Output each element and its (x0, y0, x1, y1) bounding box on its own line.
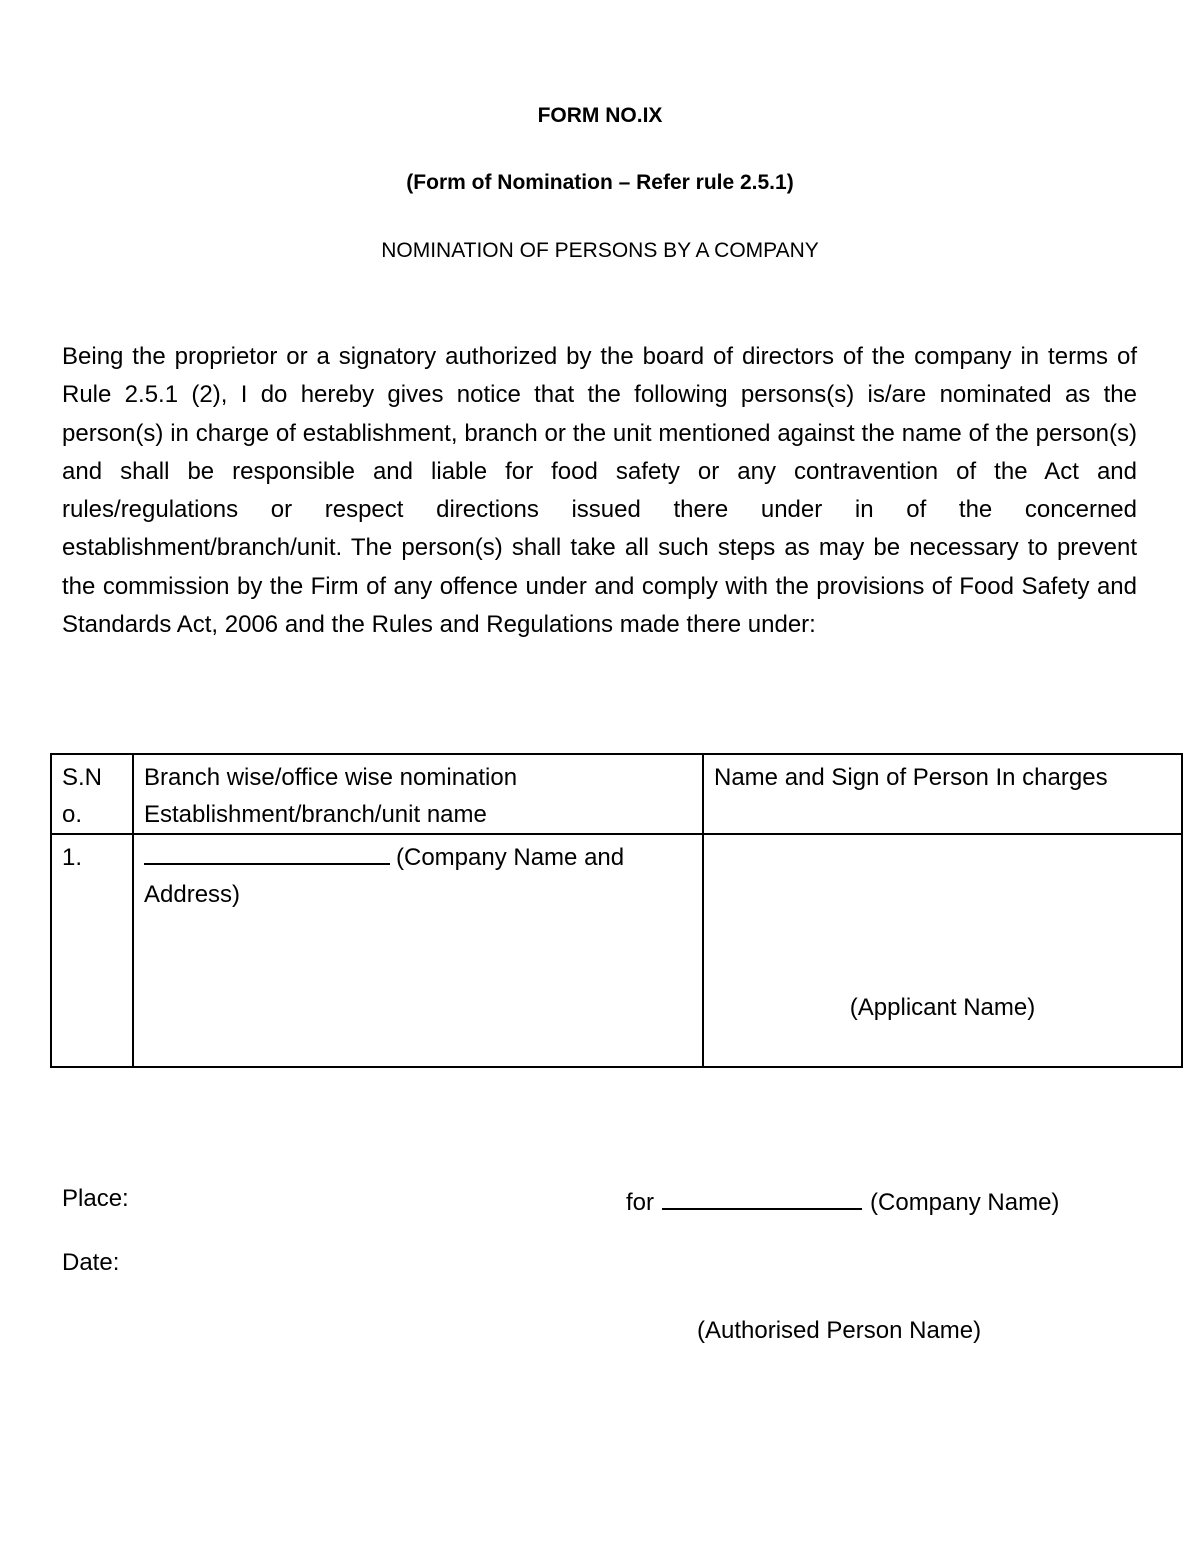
nomination-paragraph: Being the proprietor or a signatory authorized by the board of directors of the company in terms of Rule 2.5.1 (2), I do hereby gives notice that the following persons(s) is/are nominated as the person(s) in charge of establishment, branch or the unit mentioned against the name of the person(s) and shall be responsible and liable for food safety or any contravention of the Act and rules/regulations or respect directions issued there under in of the concerned establishment/branch/unit. The person(s) shall take all such steps as may be necessary to prevent the commission by the Firm of any offence under and comply with the provisions of Food Safety and Standards Act, 2006 and the Rules and Regulations made there under: (62, 343, 1137, 639)
nomination-table (50, 753, 1183, 1068)
row-person-cell[interactable] (703, 834, 1182, 1067)
form-number-title: FORM NO.IX (537, 104, 663, 127)
company-name-signature-blank[interactable] (662, 1184, 862, 1210)
for-label: for (626, 1189, 655, 1216)
form-heading: NOMINATION OF PERSONS BY A COMPANY (381, 239, 819, 262)
for-company-line (626, 1184, 1059, 1218)
place-label: Place: (62, 1185, 129, 1212)
row-sno-cell (51, 834, 133, 1067)
form-subtitle: (Form of Nomination – Refer rule 2.5.1) (406, 171, 794, 194)
row-sno: 1. (62, 844, 83, 871)
company-name-label: (Company Name) (870, 1189, 1060, 1216)
row-branch-suffix: (Company Name and Address) (144, 844, 625, 908)
header-branch-line2: Establishment/branch/unit name (144, 801, 487, 828)
authorised-person-label: (Authorised Person Name) (697, 1317, 982, 1344)
header-person-cell (703, 754, 1182, 834)
header-sno-cell (51, 754, 133, 834)
table-row (51, 834, 1182, 1067)
company-name-blank[interactable] (144, 839, 390, 865)
header-sno: S.No. (62, 764, 103, 828)
row-branch-cell[interactable] (133, 834, 703, 1067)
header-branch-line1: Branch wise/office wise nomination (144, 764, 518, 791)
header-person: Name and Sign of Person In charges (714, 764, 1108, 791)
table-header-row (51, 754, 1182, 834)
applicant-name-label: (Applicant Name) (849, 994, 1036, 1021)
date-label: Date: (62, 1249, 120, 1276)
header-branch-cell (133, 754, 703, 834)
